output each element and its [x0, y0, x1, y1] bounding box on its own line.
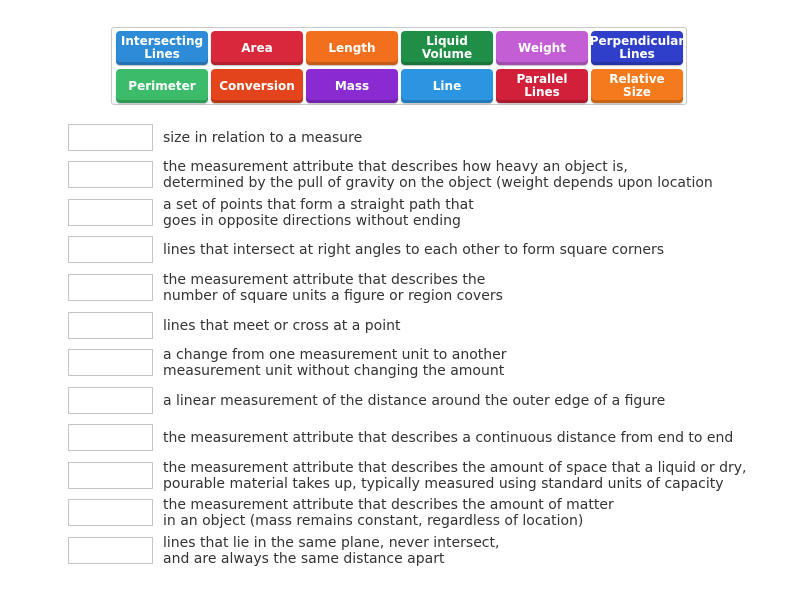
definition-text: a linear measurement of the distance around the outer edge of a figure: [163, 393, 666, 409]
definition-text: lines that meet or cross at a point: [163, 318, 401, 334]
answer-drop-box[interactable]: [68, 199, 153, 226]
definition-text: the measurement attribute that describes the amount of space that a liquid or dry, pourable material takes up, typically measured using standard units of capacity: [163, 460, 747, 492]
tile-perimeter[interactable]: Perimeter: [116, 69, 208, 103]
answer-drop-box[interactable]: [68, 537, 153, 564]
tile-mass[interactable]: Mass: [306, 69, 398, 103]
answer-drop-box[interactable]: [68, 424, 153, 451]
tile-parallel-lines[interactable]: Parallel Lines: [496, 69, 588, 103]
definition-row: [68, 537, 768, 567]
definition-row: [68, 161, 768, 191]
definition-text: the measurement attribute that describes the number of square units a figure or region covers: [163, 272, 503, 304]
definition-row: [68, 499, 768, 529]
tile-weight[interactable]: Weight: [496, 31, 588, 65]
definition-row: [68, 349, 768, 379]
answer-drop-box[interactable]: [68, 124, 153, 151]
definition-row: [68, 424, 768, 454]
answer-drop-box[interactable]: [68, 236, 153, 263]
definition-text: the measurement attribute that describes the amount of matter in an object (mass remains constant, regardless of location): [163, 497, 614, 529]
answer-drop-box[interactable]: [68, 387, 153, 414]
definition-row: [68, 236, 768, 266]
definition-row: [68, 199, 768, 229]
definition-row: [68, 124, 768, 154]
definition-text: the measurement attribute that describes how heavy an object is, determined by the pull of gravity on the object (weight depends upon location: [163, 159, 713, 191]
answer-drop-box[interactable]: [68, 349, 153, 376]
tile-area[interactable]: Area: [211, 31, 303, 65]
definition-text: lines that lie in the same plane, never intersect, and are always the same distance apart: [163, 535, 500, 567]
definition-row: [68, 387, 768, 417]
definition-row: [68, 274, 768, 304]
answer-drop-box[interactable]: [68, 462, 153, 489]
tile-conversion[interactable]: Conversion: [211, 69, 303, 103]
tile-intersecting-lines[interactable]: Intersecting Lines: [116, 31, 208, 65]
definition-text: the measurement attribute that describes a continuous distance from end to end: [163, 430, 734, 446]
answer-drop-box[interactable]: [68, 161, 153, 188]
tile-relative-size[interactable]: Relative Size: [591, 69, 683, 103]
tile-line[interactable]: Line: [401, 69, 493, 103]
tile-liquid-volume[interactable]: Liquid Volume: [401, 31, 493, 65]
tile-perpendicular-lines[interactable]: Perpendicular Lines: [591, 31, 683, 65]
answer-drop-box[interactable]: [68, 274, 153, 301]
definition-row: [68, 312, 768, 342]
word-bank: [111, 27, 687, 105]
definition-text: size in relation to a measure: [163, 130, 363, 146]
definition-text: lines that intersect at right angles to each other to form square corners: [163, 242, 665, 258]
tile-length[interactable]: Length: [306, 31, 398, 65]
definition-text: a change from one measurement unit to another measurement unit without changing the amount: [163, 347, 507, 379]
answer-drop-box[interactable]: [68, 312, 153, 339]
definition-text: a set of points that form a straight path that goes in opposite directions without ending: [163, 197, 474, 229]
definition-row: [68, 462, 768, 492]
answer-drop-box[interactable]: [68, 499, 153, 526]
